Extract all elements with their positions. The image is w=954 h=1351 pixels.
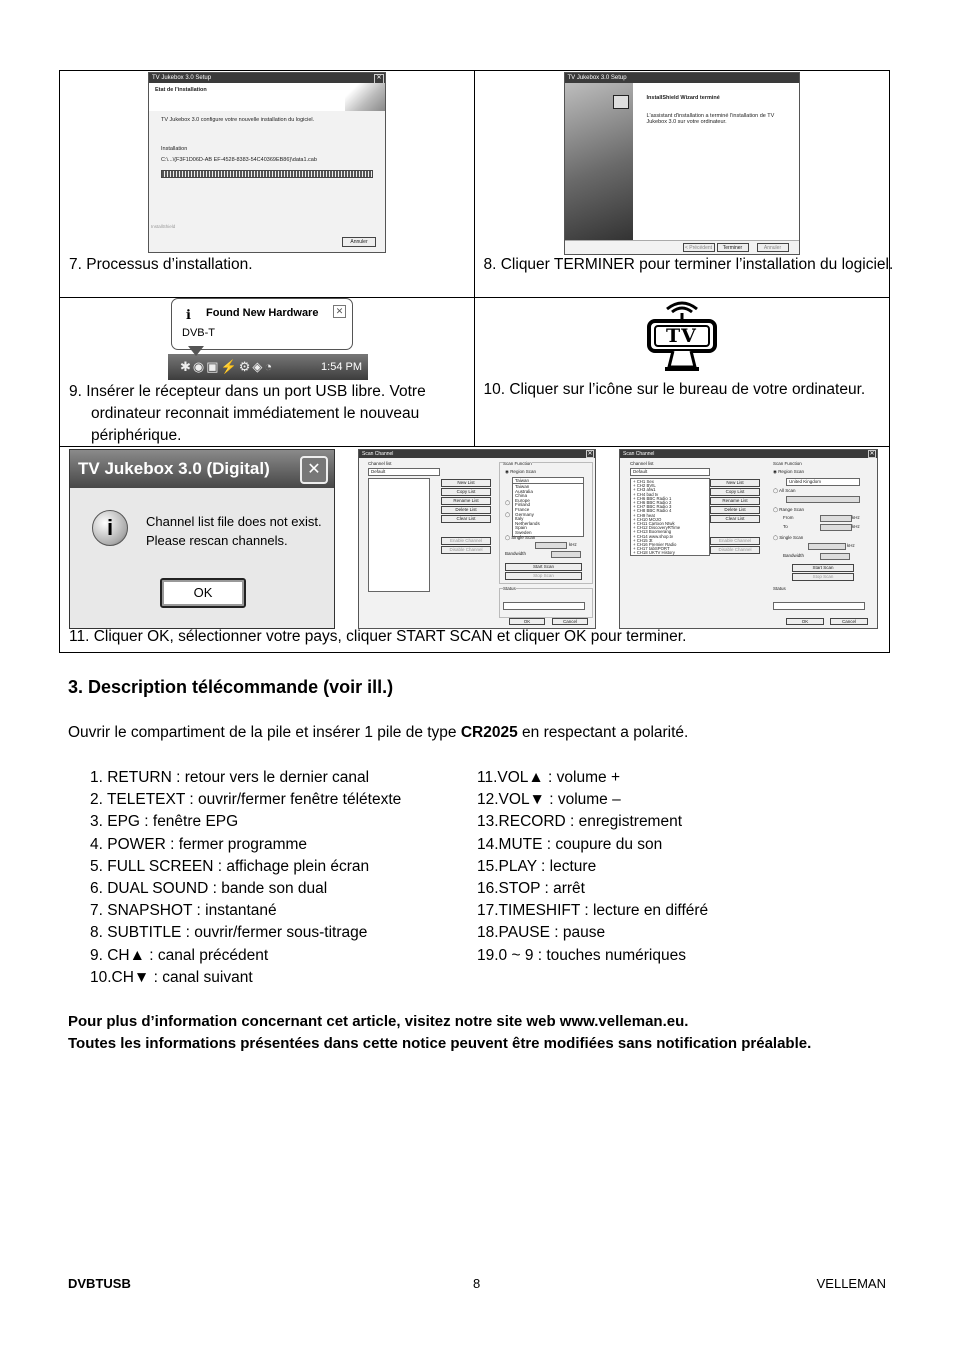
dialog-message-line2: Please rescan channels. <box>146 533 288 548</box>
status-field <box>773 602 865 610</box>
single-scan-radio[interactable]: Single Scan <box>779 535 804 540</box>
balloon-pointer <box>188 346 204 356</box>
scan-function-label: Scan Function <box>503 461 532 466</box>
stop-scan-button[interactable]: Stop Scan <box>792 573 854 581</box>
window-message: TV Jukebox 3.0 configure votre nouvelle installation du logiciel. <box>161 117 315 123</box>
to-input[interactable] <box>820 524 852 531</box>
channel-entries[interactable]: + CH1 Sex + CH2 BVIL + CH3 afw1 + CH4 bad tv + CH6 BBC Radio 1 + CH6 BBC Radio 2 + CH7 BBC Radio 3 + CH8 BBC Radio 4 + CH9 heat + CH10 MOJO + CH11 Cartoon Ntwk + CH12 DiscoveryRTime + CH13 Boomerang + CH14 www.shop.tv + CH15 3t + CH16 Premier Radio + CH17 tabSPORT + CH18 UKTV History <box>633 479 681 556</box>
balloon-title: Found New Hardware <box>206 307 319 319</box>
from-label: From <box>783 515 794 520</box>
list-item: 12.VOL▼ : volume – <box>477 791 621 809</box>
list-item: 3. EPG : fenêtre EPG <box>90 813 239 831</box>
copy-list-button[interactable]: Copy List <box>710 488 760 496</box>
step-10-cell <box>474 298 890 447</box>
taskbar <box>168 354 368 380</box>
step-11-cell <box>60 447 890 653</box>
list-item: 1. RETURN : retour vers le dernier canal <box>90 769 370 786</box>
list-item: 11.VOL▲ : volume + <box>477 769 620 786</box>
info-icon: i <box>92 510 128 546</box>
channel-listbox[interactable] <box>368 478 430 592</box>
clear-list-button[interactable]: Clear List <box>710 515 760 523</box>
previous-button[interactable]: < Précédent <box>683 243 715 252</box>
list-item: 16.STOP : arrêt <box>477 880 585 898</box>
section-title: 3. Description télécommande (voir ill.) <box>68 677 394 697</box>
step-7-caption: 7. Processus d’installation. <box>69 256 253 273</box>
region-select[interactable]: Taiwan <box>515 478 530 483</box>
bandwidth-select[interactable] <box>820 553 850 560</box>
khz-unit: kHz <box>569 542 577 547</box>
rename-list-button[interactable]: Rename List <box>710 497 760 505</box>
remote-buttons-left-list <box>90 767 401 989</box>
steps-table <box>59 70 894 653</box>
disable-channel-button[interactable]: Disable Channel <box>441 546 491 554</box>
country-dropdown-list[interactable] <box>512 483 584 537</box>
remote-buttons-right-list <box>477 767 708 967</box>
step-9-caption: 9. Insérer le récepteur dans un port USB libre. Votre ordinateur reconnait immédiatement le nouveau périphérique. <box>69 383 426 444</box>
install-complete-window <box>564 72 800 255</box>
single-freq-input[interactable] <box>808 543 846 550</box>
rename-list-button[interactable]: Rename List <box>441 497 491 505</box>
progress-bar <box>161 170 373 178</box>
all-scan-input[interactable] <box>786 496 860 503</box>
dialog-title: TV Jukebox 3.0 (Digital) <box>70 450 334 488</box>
bandwidth-select[interactable] <box>551 551 581 558</box>
channel-list-select[interactable]: Default <box>371 469 386 474</box>
channel-list-label: Channel list <box>368 461 392 466</box>
all-scan-radio[interactable]: ◯ <box>505 500 511 505</box>
single-freq-input[interactable] <box>535 542 567 549</box>
close-icon: ✕ <box>587 451 593 457</box>
step-9-cell <box>60 298 475 447</box>
delete-list-button[interactable]: Delete List <box>441 506 491 514</box>
range-scan-radio[interactable]: Range Scan <box>779 507 805 512</box>
to-label: To <box>783 524 788 529</box>
close-icon: ✕ <box>869 451 875 457</box>
list-item: 15.PLAY : lecture <box>477 857 597 875</box>
clear-list-button[interactable]: Clear List <box>441 515 491 523</box>
info-icon: ℹ <box>186 307 191 322</box>
list-item: 18.PAUSE : pause <box>477 924 606 942</box>
scan-function-label: Scan Function <box>773 461 802 466</box>
step-8-cell <box>474 71 894 298</box>
footer-note-line2: Toutes les informations présentées dans cette notice peuvent être modifiées sans notification préalable. <box>68 1035 812 1052</box>
country-options[interactable]: Taiwan Australia China Europe Finland France Germany Italy Netherlands Spain Sweden <box>515 484 540 535</box>
all-scan-radio[interactable]: All Scan <box>779 488 796 493</box>
list-item: 2. TELETEXT : ouvrir/fermer fenêtre télétexte <box>90 791 402 809</box>
list-item: 4. POWER : fermer programme <box>90 835 308 853</box>
to-unit: kHz <box>852 524 860 529</box>
icon-label: TV <box>666 325 697 347</box>
footer-note <box>68 1011 811 1055</box>
list-item: 13.RECORD : enregistrement <box>477 813 683 831</box>
cancel-button[interactable]: Annuler <box>342 237 376 247</box>
hardware-balloon <box>171 298 353 350</box>
page-number: 8 <box>473 1276 481 1291</box>
tray-clock: 1:54 PM <box>321 361 362 373</box>
start-scan-button[interactable]: Start Scan <box>792 564 854 572</box>
step-8-caption: 8. Cliquer TERMINER pour terminer l’installation du logiciel. <box>483 256 894 273</box>
bandwidth-label: Bandwidth <box>783 553 805 558</box>
list-item: 7. SNAPSHOT : instantané <box>90 902 277 920</box>
scan-channel-window-2: Scan Channel ✕ Channel list Default + CH1 Sex + CH2 BVIL + CH3 afw1 + CH4 bad tv + CH6 BBC Radio 1 + CH6 BBC Radio 2 + CH7 BBC Radio 3 + CH8 BBC Radio 4 + CH9 heat + CH10 MOJO + CH11 Cartoon Ntwk + CH12 DiscoveryRTime + CH13 Boomerang + CH14 www.shop.tv + CH15 3t + CH16 Premier Radio + CH17 tabSPORT + CH18 UKTV History New List Copy List Rename List Delete List Clear List Enable Channel Disable Channel Scan Function ◉ Region Scan United Kingdom ◯ All Scan ◯ Range Scan From kHz To kHz ◯ Single Scan kHz Bandwidth Start Scan Stop Scan Status OK Cancel <box>619 449 878 629</box>
scan-cancel-button[interactable]: Cancel <box>830 618 868 625</box>
cancel-button[interactable]: Annuler <box>757 243 789 252</box>
window-header: Etat de l'installation <box>155 87 207 93</box>
region-scan-radio[interactable]: Region Scan <box>778 469 804 474</box>
list-item: 19.0 ~ 9 : touches numériques <box>477 946 686 964</box>
scan-ok-button[interactable]: OK <box>786 618 824 625</box>
window-title: TV Jukebox 3.0 Setup <box>567 75 627 81</box>
bandwidth-label: Bandwidth <box>505 551 527 556</box>
ok-button[interactable]: OK <box>160 578 246 608</box>
list-item: 14.MUTE : coupure du son <box>477 835 663 853</box>
list-item: 10.CH▼ : canal suivant <box>90 968 253 986</box>
step-10-caption: 10. Cliquer sur l’icône sur le bureau de votre ordinateur. <box>483 381 866 398</box>
channel-listbox[interactable] <box>630 478 710 556</box>
new-list-button[interactable]: New List <box>441 479 491 487</box>
khz-unit: kHz <box>847 543 855 548</box>
channel-list-label: Channel list <box>630 461 654 466</box>
step-7-cell <box>60 71 475 298</box>
window-title: TV Jukebox 3.0 Setup <box>152 75 212 81</box>
step-11-caption: 11. Cliquer OK, sélectionner votre pays, cliquer START SCAN et cliquer OK pour terminer. <box>69 628 687 645</box>
window-title: Scan Channel <box>623 451 655 457</box>
delete-list-button[interactable]: Delete List <box>710 506 760 514</box>
list-item: 5. FULL SCREEN : affichage plein écran <box>90 857 370 875</box>
close-icon[interactable]: ✕ <box>333 305 346 318</box>
scan-channel-window-1: Scan Channel ✕ Channel list Default New List Copy List Rename List Delete List Clear List Enable Channel Disable Channel Scan Function ◉ Region Scan Taiwan Taiwan Australia China Europe Finland France Germany Italy Netherlands Spain Sweden ◯ ◯ ◯ Single Scan kHz Bandwidth Start Scan Stop Scan Status OK Cancel <box>358 449 596 629</box>
footer-model: DVBTUSB <box>68 1276 131 1291</box>
enable-channel-button[interactable]: Enable Channel <box>441 537 491 545</box>
battery-instruction: Ouvrir le compartiment de la pile et insérer 1 pile de type CR2025 en respectant a polarité. <box>68 724 689 741</box>
finish-button[interactable]: Terminer <box>717 243 749 252</box>
from-input[interactable] <box>820 515 852 522</box>
no-channel-dialog <box>69 449 335 629</box>
new-list-button[interactable]: New List <box>710 479 760 487</box>
region-select[interactable]: United Kingdom <box>789 479 822 484</box>
single-scan-radio[interactable]: Single Scan <box>511 535 536 540</box>
list-item: 9. CH▲ : canal précédent <box>90 946 269 964</box>
list-item: 6. DUAL SOUND : bande son dual <box>90 880 328 898</box>
list-item: 8. SUBTITLE : ouvrir/fermer sous-titrage <box>90 924 368 942</box>
window-title: Scan Channel <box>362 451 394 457</box>
scan-cancel-button[interactable]: Cancel <box>552 618 588 625</box>
start-scan-button[interactable]: Start Scan <box>505 563 582 571</box>
stop-scan-button[interactable]: Stop Scan <box>505 572 582 580</box>
enable-channel-button[interactable]: Enable Channel <box>710 537 760 545</box>
installation-label: Installation <box>161 146 188 152</box>
range-scan-radio[interactable]: ◯ <box>505 512 511 517</box>
status-field <box>503 602 585 610</box>
scan-ok-button[interactable]: OK <box>509 618 545 625</box>
tray-icons: ✱◉▣⚡⚙◈◔ <box>180 359 275 374</box>
footer-brand: VELLEMAN <box>816 1276 886 1291</box>
window-message: L'assistant d'installation a terminé l'installation de TV Jukebox 3.0 sur votre ordinateur. <box>646 113 775 125</box>
installshield-label: InstallShield <box>151 224 176 229</box>
region-scan-radio[interactable]: Region Scan <box>510 469 536 474</box>
tv-jukebox-desktop-icon[interactable] <box>645 299 719 375</box>
window-header: InstallShield Wizard terminé <box>646 95 720 101</box>
setup-icon <box>613 95 629 109</box>
install-path: C:\...\{F3F1D06D-AB EF-4528-8383-54C40369EB86}\data1.cab <box>161 157 317 163</box>
close-icon: ✕ <box>374 74 384 84</box>
dialog-message-line1: Channel list file does not exist. <box>146 514 322 529</box>
close-icon[interactable]: ✕ <box>300 456 328 484</box>
from-unit: kHz <box>852 515 860 520</box>
channel-list-select[interactable]: Default <box>633 469 648 474</box>
install-progress-window <box>148 72 386 253</box>
copy-list-button[interactable]: Copy List <box>441 488 491 496</box>
footer-note-line1: Pour plus d’information concernant cet article, visitez notre site web www.velleman.eu. <box>68 1013 689 1030</box>
battery-type: CR2025 <box>460 724 518 741</box>
disable-channel-button[interactable]: Disable Channel <box>710 546 760 554</box>
balloon-text: DVB-T <box>182 327 215 339</box>
status-label: Status <box>773 586 786 591</box>
list-item: 17.TIMESHIFT : lecture en différé <box>477 902 709 920</box>
status-label: Status <box>503 586 516 591</box>
